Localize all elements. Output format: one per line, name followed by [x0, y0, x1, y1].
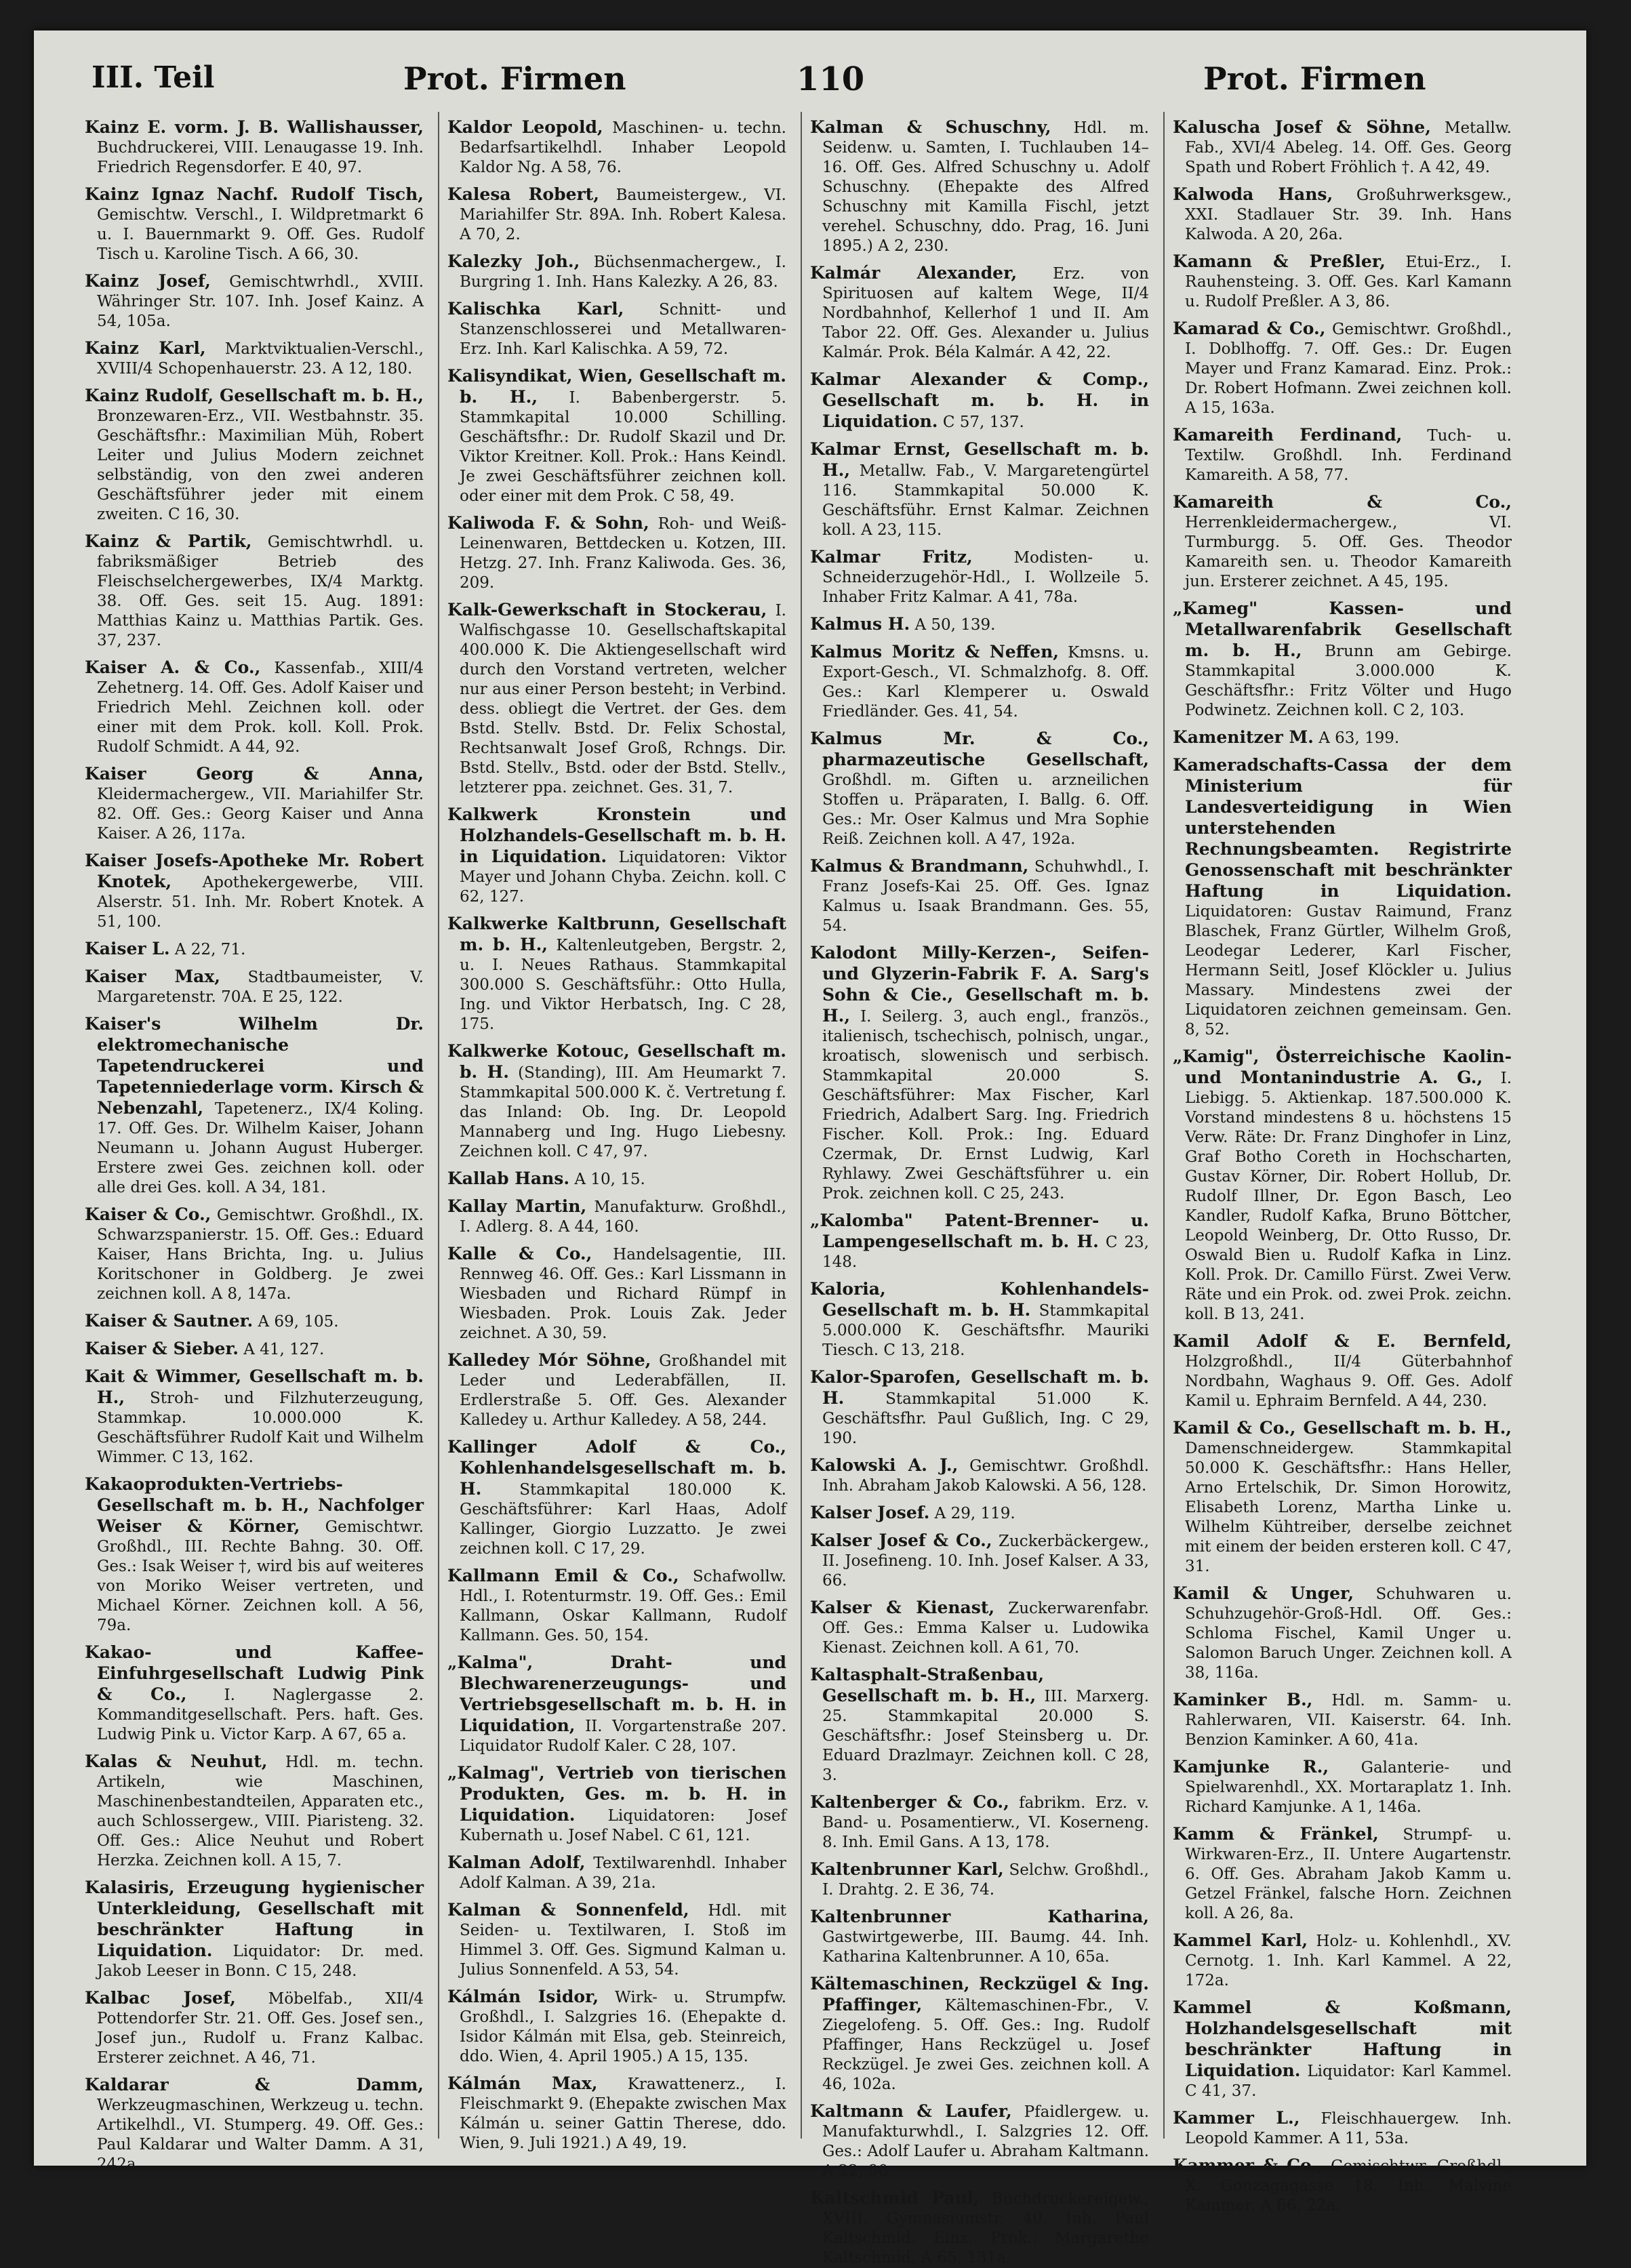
firm-entry	[447, 299, 786, 359]
firm-entry	[85, 117, 424, 178]
firm-details: Textilwarenhdl. Inhaber Adolf Kalman. A 39, 21a.	[460, 1855, 787, 1892]
firm-name: Kaldarar & Damm,	[85, 2075, 424, 2094]
firm-details: Krawattenerz., I. Fleischmarkt 9. (Ehepakte zwischen Max Kálmán u. seiner Gattin Therese, ddo. Wien, 9. Juli 1921.) A 49, 19.	[460, 2075, 786, 2152]
firm-entry	[447, 1763, 786, 1846]
firm-entry	[85, 1751, 424, 1871]
firm-name: Kalmus Moritz & Neffen,	[810, 642, 1059, 662]
firm-name: Kaiser Georg & Anna,	[85, 764, 424, 784]
firm-name: „Kamig", Österreichische Kaolin- und Montanindustrie A. G.,	[1173, 1047, 1512, 1087]
firm-details: Kaltenleutgeben, Bergstr. 2, u. I. Neues Rathaus. Stammkapital 300.000 S. Geschäftsführ.: Otto Hulla, Ing. und Viktor Herbatsch, Ing. C 28, 175.	[460, 937, 786, 1033]
firm-name: Kalischka Karl,	[447, 299, 624, 319]
firm-details: (Standing), III. Am Heumarkt 7. Stammkapital 500.000 K. č. Vertretung f. das Inland: Ob. Ing. Dr. Leopold Mannaberg und Ing. Hugo Liebesny. Zeichnen koll. C 47, 97.	[460, 1064, 786, 1160]
firm-name: Kalezky Joh.,	[447, 251, 580, 271]
firm-details: Gemischtwrhdl. u. fabriksmäßiger Betrieb des Fleischselchergewerbes, IX/4 Marktg. 38. Off. Ges. seit 15. Aug. 1891: Matthias Kainz u. Matthias Partik. Ges. 37, 237.	[97, 533, 424, 649]
firm-entry	[810, 1598, 1149, 1658]
firm-details: Buchdruckerei, VIII. Lenaugasse 19. Inh. Friedrich Regensdorfer. E 40, 97.	[97, 139, 424, 176]
firm-details: Galanterie- und Spielwarenhdl., XX. Mortaraplatz 1. Inh. Richard Kamjunke. A 1, 146a.	[1185, 1759, 1512, 1816]
firm-name: Kamarad & Co.,	[1173, 319, 1326, 338]
firm-name: Kalor-Sparofen, Gesellschaft m. b. H.	[810, 1367, 1149, 1408]
firm-name: Kaiser & Sieber.	[85, 1339, 239, 1358]
firm-name: Kameradschafts-Cassa der dem Ministerium für Landesverteidigung in Wien unterstehenden Rechnungsbeamten. Registrirte Genossenschaft mit beschränkter Haftung in Liquidation.	[1173, 755, 1512, 901]
firm-details: I. Seilerg. 3, auch engl., französ., italienisch, tschechisch, polnisch, ungar., kroatisch, slowenisch und serbisch. Stammkapital 20.000 S. Geschäftsführer: Max Fischer, Karl Friedrich, Adalbert Sarg. Ing. Friedrich Fischer. Koll. Prok.: Ing. Eduard Czermak, Dr. Ernst Ludwig, Karl Ryhlawy. Zwei Geschäftsführer u. ein Prok. zeichnen koll. C 25, 243.	[822, 1008, 1150, 1202]
firm-entry	[447, 914, 786, 1034]
firm-details: Gastwirtgewerbe, III. Baumg. 44. Inh. Katharina Kaltenbrunner. A 10, 65a.	[822, 1928, 1149, 1966]
firm-entry	[810, 547, 1149, 607]
firm-entry	[1173, 1930, 1512, 1991]
firm-details: II. Vorgartenstraße 207. Liquidator Rudolf Kaler. C 28, 107.	[460, 1718, 787, 1755]
firm-name: Kalasiris, Erzeugung hygienischer Unterkleidung, Gesellschaft mit beschränkter Haftung in Liquidation.	[85, 1878, 424, 1960]
firm-details: Gemischtwr. Großhdl., X. Gonzagagasse 18. Inh. Malvine Kammer. A 66, 22a.	[1185, 2158, 1512, 2214]
firm-name: Kalser Josef & Co.,	[810, 1531, 992, 1550]
firm-entry	[85, 1366, 424, 1467]
firm-entry	[85, 1878, 424, 1981]
firm-name: Kalas & Neuhut,	[85, 1751, 268, 1771]
firm-entry	[1173, 1331, 1512, 1411]
firm-entry	[1173, 1824, 1512, 1924]
firm-details: Zuckerwarenfabr. Off. Ges.: Emma Kalser u. Ludowika Kienast. Zeichnen koll. A 61, 70.	[822, 1600, 1149, 1657]
firm-details: Manufakturw. Großhdl., I. Adlerg. 8. A 44, 160.	[460, 1198, 786, 1236]
firm-details: A 10, 15.	[574, 1171, 645, 1188]
firm-entry	[810, 943, 1149, 1204]
firm-entry	[1173, 2108, 1512, 2149]
firm-details: I. Liebigg. 5. Aktienkap. 187.500.000 K. Vorstand mindestens 8 u. höchstens 15 Verw. Räte: Dr. Franz Dinghofer in Linz, Graf Botho Coreth in Hochscharten, Gustav Körner, Dir. Robert Hollub, Dr. Rudolf Illner, Dr. Egon Basch, Leo Kandler, Rudolf Kafka, Bruno Böttcher, Leopold Weinberg, Dr. Otto Russo, Dr. Oswald Bien u. Rudolf Kafka in Linz. Koll. Prok. Dr. Camillo Fürst. Zwei Verw. Räte und ein Prok. od. zwei Prok. zeichn. koll. B 13, 241.	[1185, 1070, 1512, 1323]
firm-name: Kait & Wimmer, Gesellschaft m. b. H.,	[85, 1366, 424, 1407]
firm-details: Stammkapital 5.000.000 K. Geschäftsfhr. Mauriki Tiesch. C 13, 218.	[822, 1302, 1150, 1359]
firm-details: Holz- u. Kohlenhdl., XV. Cernotg. 1. Inh. Karl Kammel. A 22, 172a.	[1185, 1932, 1512, 1989]
firm-entry	[447, 184, 786, 245]
firm-name: Kaiser Max,	[85, 967, 220, 986]
firm-entry	[810, 263, 1149, 363]
firm-name: „Kalmag", Vertrieb von tierischen Produkten, Ges. m. b. H. in Liquidation.	[447, 1763, 786, 1825]
page-header	[92, 60, 1532, 108]
firm-details: Maschinen- u. techn. Bedarfsartikelhdl. Inhaber Leopold Kaldor Ng. A 58, 76.	[460, 119, 786, 176]
firm-details: Roh- und Weiß-Leinenwaren, Bettdecken u. Kotzen, III. Hetzg. 27. Inh. Franz Kaliwoda. Ges. 36, 209.	[460, 515, 787, 592]
firm-details: Erz. von Spirituosen auf kaltem Wege, II/4 Nordbahnhof, Kellerhof 1 und II. Am Tabor 22. Off. Ges. Alexander u. Julius Kalmár. Prok. Béla Kalmár. A 42, 22.	[822, 265, 1149, 361]
firm-name: Kalkwerke Kotouc, Gesellschaft m. b. H.	[447, 1041, 786, 1082]
firm-name: Kainz Rudolf, Gesellschaft m. b. H.,	[85, 386, 424, 405]
firm-name: Kainz Karl,	[85, 338, 206, 358]
firm-entry	[1173, 1583, 1512, 1683]
firm-name: Kalser Josef.	[810, 1503, 930, 1522]
firm-details: Kleidermachergew., VII. Mariahilfer Str. 82. Off. Ges.: Georg Kaiser und Anna Kaiser. A 26, 117a.	[97, 786, 424, 843]
firm-details: A 63, 199.	[1318, 729, 1400, 747]
firm-details: Hdl. mit Seiden- u. Textilwaren, I. Stoß im Himmel 3. Off. Ges. Sigmund Kalman u. Julius Sonnenfeld. A 53, 54.	[460, 1902, 786, 1979]
firm-name: Kaiser L.	[85, 939, 170, 958]
firm-details: Damenschneidergew. Stammkapital 50.000 K. Geschäftsfhr.: Hans Heller, Arno Ertelschik, Dr. Simon Horowitz, Elisabeth Lorenz, Martha Linke u. Wilhelm Kühtreiber, derselbe zeichnet mit einem der beiden ersteren koll. C 47, 31.	[1185, 1440, 1512, 1575]
firm-entry	[447, 513, 786, 593]
firm-name: Kammer & Co.,	[1173, 2155, 1323, 2175]
firm-entry	[85, 271, 424, 331]
firm-entry	[447, 805, 786, 907]
firm-name: „Kameg" Kassen- und Metallwarenfabrik Gesellschaft m. b. H.,	[1173, 599, 1512, 660]
firm-details: Metallw. Fab., V. Margaretengürtel 116. Stammkapital 50.000 K. Geschäftsführ. Ernst Kalmar. Zeichnen koll. A 23, 115.	[822, 462, 1149, 539]
firm-name: Kamil & Co., Gesellschaft m. b. H.,	[1173, 1418, 1512, 1438]
firm-name: Kaltenberger & Co.,	[810, 1792, 1009, 1812]
firm-entry	[810, 1279, 1149, 1360]
firm-name: Kalkwerke Kaltbrunn, Gesellschaft m. b. H.,	[447, 914, 786, 954]
firm-entry	[810, 1907, 1149, 1967]
firm-details: Gemischtwr. Großhdl., III. Rechte Bahng. 30. Off. Ges.: Isak Weiser †, wird bis auf weiteres von Moriko Weiser vertreten, und Michael Körner. Zeichnen koll. A 56, 79a.	[97, 1518, 424, 1634]
firm-details: Pfaidlergew. u. Manufakturwhdl., I. Salzgries 12. Off. Ges.: Adolf Laufer u. Abraham Kaltmann. A 22, 90.	[822, 2103, 1150, 2180]
firm-name: Kálmán Isidor,	[447, 1987, 599, 2006]
firm-details: C 23, 148.	[822, 1234, 1149, 1271]
firm-entry	[1173, 599, 1512, 721]
firm-entry	[85, 764, 424, 844]
firm-name: „Kalma", Draht- und Blechwarenerzeugungs- und Vertriebsgesellschaft m. b. H. in Liquidation,	[447, 1653, 786, 1735]
directory-column-2	[447, 117, 787, 2152]
firm-entry	[85, 657, 424, 757]
firm-name: Kaltasphalt-Straßenbau, Gesellschaft m. b. H.,	[810, 1665, 1045, 1705]
firm-entry	[1173, 117, 1512, 178]
firm-name: Kamenitzer M.	[1173, 727, 1314, 747]
firm-name: Kallinger Adolf & Co., Kohlenhandelsgesellschaft m. b. H.	[447, 1437, 786, 1499]
firm-entry	[85, 1988, 424, 2068]
firm-details: Hdl. m. Samm- u. Rahlerwaren, VII. Kaiserstr. 64. Inh. Benzion Kaminker. A 60, 41a.	[1185, 1692, 1512, 1749]
firm-name: Kammel Karl,	[1173, 1930, 1308, 1950]
firm-details: C 57, 137.	[942, 413, 1024, 431]
firm-entry	[1173, 1757, 1512, 1817]
firm-entry	[810, 439, 1149, 540]
firm-entry	[447, 1653, 786, 1756]
firm-entry	[810, 1367, 1149, 1449]
firm-details: Schafwollw. Hdl., I. Rotenturmstr. 19. Off. Ges.: Emil Kallmann, Oskar Kallmann, Rudolf Kallmann. Ges. 50, 154.	[460, 1568, 787, 1644]
firm-name: Kalman & Schuschny,	[810, 117, 1051, 137]
firm-entry	[810, 2188, 1149, 2268]
firm-name: Kalisyndikat, Wien, Gesellschaft m. b. H.,	[447, 366, 786, 407]
firm-details: Möbelfab., XII/4 Pottendorfer Str. 21. Off. Ges. Josef sen., Josef jun., Rudolf u. Franz Kalbac. Ersterer zeichnet. A 46, 71.	[97, 1990, 424, 2067]
firm-entry	[447, 1196, 786, 1237]
firm-details: Buchdruckereigew., XVIII. Gymnasiumstr. 40. Inh. Paul Kaltschmid. Einz. Prok.: Margarethe Kaltschmid. A 65, 131a.	[822, 2190, 1149, 2267]
firm-name: Kalk-Gewerkschaft in Stockerau,	[447, 600, 767, 620]
firm-details: Marktviktualien-Verschl., XVIII/4 Schopenhauerstr. 23. A 12, 180.	[97, 340, 424, 378]
firm-name: Kalledey Mór Söhne,	[447, 1350, 651, 1370]
firm-entry	[85, 1339, 424, 1360]
firm-entry	[1173, 1690, 1512, 1750]
firm-details: Schuhwhdl., I. Franz Josefs-Kai 25. Off. Ges. Ignaz Kalmus u. Isaak Brandmann. Ges. 55, 54.	[822, 858, 1149, 935]
firm-details: Hdl. m. techn. Artikeln, wie Maschinen, Maschinenbestandteilen, Apparaten etc., auch Schlossergew., VIII. Piaristeng. 32. Off. Ges.: Alice Neuhut und Robert Herzka. Zeichnen koll. A 15, 7.	[97, 1754, 424, 1869]
firm-name: Kallmann Emil & Co.,	[447, 1566, 679, 1585]
firm-name: Kainz E. vorm. J. B. Wallishausser,	[85, 117, 424, 137]
firm-details: Liquidator: Karl Kammel. C 41, 37.	[1185, 2063, 1512, 2100]
document-page	[34, 31, 1586, 2267]
firm-entry	[85, 1204, 424, 1304]
firm-name: Kalmar Alexander & Comp., Gesellschaft m. b. H. in Liquidation.	[810, 369, 1149, 431]
firm-name: Kaiser Josefs-Apotheke Mr. Robert Knotek,	[85, 851, 424, 891]
firm-name: Kaltenbrunner Katharina,	[810, 1907, 1149, 1926]
firm-details: Tuch- u. Textilw. Großhdl. Inh. Ferdinand Kamareith. A 58, 77.	[1185, 427, 1512, 484]
firm-name: Kamm & Fränkel,	[1173, 1824, 1379, 1844]
firm-name: Kamil & Unger,	[1173, 1583, 1354, 1603]
firm-name: Kaltschmid Paul,	[810, 2188, 980, 2208]
firm-name: Kallab Hans.	[447, 1169, 570, 1188]
firm-name: Kaluscha Josef & Söhne,	[1173, 117, 1431, 137]
firm-entry	[810, 1503, 1149, 1524]
firm-name: Kaliwoda F. & Sohn,	[447, 513, 649, 533]
firm-entry	[85, 531, 424, 651]
firm-details: Wirk- u. Strumpfw. Großhdl., I. Salzgries 16. (Ehepakte d. Isidor Kálmán mit Elsa, geb. Steinreich, ddo. Wien, 4. April 1905.) A 15, 135.	[460, 1989, 786, 2065]
firm-details: Liquidatoren: Josef Kubernath u. Josef Nabel. C 61, 121.	[460, 1807, 786, 1844]
firm-details: Etui-Erz., I. Rauhensteing. 3. Off. Ges. Karl Kamann u. Rudolf Preßler. A 3, 86.	[1185, 254, 1512, 310]
firm-entry	[447, 366, 786, 506]
firm-name: Kammer L.,	[1173, 2108, 1300, 2128]
firm-details: Liquidatoren: Gustav Raimund, Franz Blaschek, Franz Gürtler, Wilhelm Groß, Leodegar Lederer, Karl Fischer, Hermann Seitl, Josef Klöckler u. Julius Massary. Mindestens zwei der Liquidatoren zeichnen gemeinsam. Gen. 8, 52.	[1185, 903, 1512, 1038]
firm-entry	[447, 1852, 786, 1893]
firm-name: Kalser & Kienast,	[810, 1598, 995, 1617]
firm-entry	[810, 1859, 1149, 1900]
firm-name: Kamjunke R.,	[1173, 1757, 1329, 1777]
firm-details: Gemischtwr. Großhdl., IX. Schwarzspanierstr. 15. Off. Ges.: Eduard Kaiser, Hans Brichta, Ing. u. Julius Koritschoner in Goldberg. Je zwei zeichnen koll. A 8, 147a.	[97, 1207, 424, 1303]
firm-name: Kalodont Milly-Kerzen-, Seifen- und Glyzerin-Fabrik F. A. Sarg's Sohn & Cie., Gesellschaft m. b. H.,	[810, 943, 1149, 1026]
firm-entry	[85, 1642, 424, 1745]
firm-details: fabrikm. Erz. v. Band- u. Posamentierw., VI. Koserneng. 8. Inh. Emil Gans. A 13, 178.	[822, 1794, 1149, 1851]
firm-details: Brunn am Gebirge. Stammkapital 3.000.000 K. Geschäftsfhr.: Fritz Völter und Hugo Podwinetz. Zeichnen koll. C 2, 103.	[1185, 643, 1512, 719]
firm-entry	[810, 1974, 1149, 2094]
firm-name: Kakaoprodukten-Vertriebs-Gesellschaft m. b. H., Nachfolger Weiser & Körner,	[85, 1474, 424, 1536]
firm-entry	[85, 1474, 424, 1636]
firm-entry	[1173, 755, 1512, 1040]
firm-name: Kaiser's Wilhelm Dr. elektromechanische Tapetendruckerei und Tapetenniederlage vorm. Kirsch & Nebenzahl,	[85, 1014, 424, 1118]
firm-details: Selchw. Großhdl., I. Drahtg. 2. E 36, 74.	[822, 1861, 1149, 1899]
firm-name: „Kalomba" Patent-Brenner- u. Lampengesellschaft m. b. H.	[810, 1211, 1149, 1251]
firm-details: Gemischtwr. Großhdl., I. Doblhoffg. 7. Off. Ges.: Dr. Eugen Mayer und Franz Kamarad. Einz. Prok.: Dr. Robert Hofmann. Zwei zeichnen koll. A 15, 163a.	[1185, 321, 1512, 417]
firm-details: A 41, 127.	[243, 1341, 325, 1358]
firm-entry	[447, 1041, 786, 1162]
firm-details: Kassenfab., XIII/4 Zehetnerg. 14. Off. Ges. Adolf Kaiser und Friedrich Mehl. Zeichnen koll. oder einer mit dem Prok. koll. Koll. Prok. Rudolf Schmidt. A 44, 92.	[97, 660, 424, 756]
firm-details: Gemischtwrhdl., XVIII. Währinger Str. 107. Inh. Josef Kainz. A 54, 105a.	[97, 273, 424, 330]
firm-entry	[447, 1987, 786, 2067]
firm-name: Kálmán Max,	[447, 2073, 598, 2093]
firm-details: Tapetenerz., IX/4 Koling. 17. Off. Ges. Dr. Wilhelm Kaiser, Johann Neumann u. Johann August Huberger. Erstere zwei Ges. zeichnen koll. oder alle drei Ges. koll. A 34, 181.	[97, 1100, 424, 1196]
firm-entry	[1173, 492, 1512, 592]
firm-details: I. Naglergasse 2. Kommanditgesellschaft. Pers. haft. Ges. Ludwig Pink u. Victor Karp. A 67, 65 a.	[97, 1686, 424, 1743]
firm-name: Kalman & Sonnenfeld,	[447, 1900, 689, 1920]
firm-entry	[447, 2073, 786, 2153]
firm-details: Kältemaschinen-Fbr., V. Ziegelofeng. 5. Off. Ges.: Ing. Rudolf Pfaffinger, Hans Reckzügel u. Josef Reckzügel. Je zwei Ges. zeichnen koll. A 46, 102a.	[822, 1997, 1149, 2093]
firm-details: Stroh- und Filzhuterzeugung, Stammkap. 10.000.000 K. Geschäftsführer Rudolf Kait und Wilhelm Wimmer. C 13, 162.	[97, 1390, 424, 1466]
firm-details: Baumeistergew., VI. Mariahilfer Str. 89A. Inh. Robert Kalesa. A 70, 2.	[460, 186, 786, 243]
running-title-right: Prot. Firmen	[1203, 60, 1426, 97]
firm-name: Kältemaschinen, Reckzügel & Ing. Pfaffinger,	[810, 1974, 1149, 2014]
firm-name: Kalle & Co.,	[447, 1244, 592, 1263]
firm-details: Großuhrwerksgew., XXI. Stadlauer Str. 39. Inh. Hans Kalwoda. A 20, 26a.	[1185, 186, 1512, 243]
firm-entry	[810, 614, 1149, 635]
firm-entry	[447, 1437, 786, 1559]
firm-entry	[447, 251, 786, 292]
directory-column-4	[1173, 117, 1512, 2214]
firm-entry	[447, 1900, 786, 1980]
firm-details: Zuckerbäckergew., II. Josefineng. 10. Inh. Josef Kalser. A 33, 66.	[822, 1533, 1150, 1589]
firm-entry	[1173, 727, 1512, 748]
firm-name: Kalmus H.	[810, 614, 910, 634]
firm-details: I. Walfischgasse 10. Gesellschaftskapital 400.000 K. Die Aktiengesellschaft wird durch den Vorstand vertreten, welcher nur aus einer Person besteht; in Verbind. dess. obliegt die Vertret. der Ges. dem Bstd. Stellv. Bstd. Dr. Felix Schostal, Rechtsanwalt Josef Groß, Rchngs. Dir. Bstd. Stellv., Bstd. oder der Bstd. Stellv., letzterer ppa. zeichnet. Ges. 31, 7.	[460, 602, 786, 796]
firm-name: Kalmus Mr. & Co., pharmazeutische Gesellschaft,	[810, 729, 1149, 769]
firm-name: Kaiser & Sautner.	[85, 1311, 254, 1331]
firm-details: Modisten- u. Schneiderzugehör-Hdl., I. Wollzeile 5. Inhaber Fritz Kalmar. A 41, 78a.	[822, 549, 1150, 606]
firm-details: A 50, 139.	[914, 616, 996, 634]
firm-entry	[85, 1311, 424, 1332]
firm-name: Kamareith & Co.,	[1173, 492, 1512, 512]
firm-name: Kallay Martin,	[447, 1196, 587, 1216]
firm-name: Kalman Adolf,	[447, 1852, 586, 1872]
firm-name: Kalwoda Hans,	[1173, 184, 1333, 204]
firm-details: Büchsenmachergew., I. Burgring 1. Inh. Hans Kalezky. A 26, 83.	[460, 254, 786, 291]
firm-entry	[810, 1531, 1149, 1591]
firm-details: Bronzewaren-Erz., VII. Westbahnstr. 35. Geschäftsfhr.: Maximilian Müh, Robert Leiter und Julius Modern zeichnet selbständig, von den zwei anderen Geschäftsführer jeder mit einem zweiten. C 16, 30.	[97, 407, 424, 523]
page-number: 110	[797, 60, 865, 98]
firm-name: Kaltenbrunner Karl,	[810, 1859, 1004, 1879]
firm-entry	[447, 1566, 786, 1646]
firm-details: Holzgroßhdl., II/4 Güterbahnhof Nordbahn, Waghaus 9. Off. Ges. Adolf Kamil u. Ephraim Bernfeld. A 44, 230.	[1185, 1353, 1512, 1410]
firm-entry	[810, 642, 1149, 722]
firm-name: Kaiser A. & Co.,	[85, 657, 261, 677]
firm-entry	[810, 1211, 1149, 1272]
firm-details: Schnitt- und Stanzenschlosserei und Metallwaren-Erz. Inh. Karl Kalischka. A 59, 72.	[460, 301, 786, 358]
firm-entry	[85, 184, 424, 264]
firm-entry	[810, 117, 1149, 256]
firm-entry	[810, 1792, 1149, 1852]
firm-details: Metallw. Fab., XVI/4 Abeleg. 14. Off. Ges. Georg Spath und Robert Fröhlich †. A 42, 49.	[1185, 119, 1512, 176]
firm-details: Großhdl. m. Giften u. arzneilichen Stoffen u. Präparaten, I. Ballg. 6. Off. Ges.: Mr. Oser Kalmus und Mra Sophie Reiß. Zeichnen koll. A 47, 192a.	[822, 771, 1149, 848]
firm-entry	[810, 729, 1149, 849]
firm-entry	[447, 117, 786, 178]
firm-name: Kamil Adolf & E. Bernfeld,	[1173, 1331, 1512, 1351]
firm-details: Herrenkleidermachergew., VI. Turmburgg. 5. Off. Ges. Theodor Kamareith sen. u. Theodor Kamareith jun. Ersterer zeichnet. A 45, 195.	[1185, 514, 1512, 590]
firm-name: Kalmar Fritz,	[810, 547, 973, 567]
firm-entry	[447, 1350, 786, 1430]
firm-details: Liquidator: Dr. med. Jakob Leeser in Bonn. C 15, 248.	[97, 1943, 424, 1980]
directory-column-1	[85, 117, 424, 2173]
firm-entry	[447, 1169, 786, 1190]
firm-details: Strumpf- u. Wirkwaren-Erz., II. Untere Augartenstr. 6. Off. Ges. Abraham Jakob Kamm u. Getzel Fränkel, falsche Horn. Zeichnen koll. A 26, 8a.	[1185, 1826, 1512, 1922]
firm-entry	[85, 851, 424, 932]
firm-entry	[85, 967, 424, 1007]
firm-entry	[1173, 251, 1512, 312]
firm-name: Kaiser & Co.,	[85, 1204, 212, 1224]
firm-entry	[810, 856, 1149, 936]
section-label: III. Teil	[92, 60, 215, 95]
firm-name: Kaminker B.,	[1173, 1690, 1313, 1709]
firm-entry	[810, 2101, 1149, 2181]
column-divider	[1163, 112, 1165, 2139]
firm-entry	[1173, 1047, 1512, 1324]
firm-details: Stammkapital 180.000 K. Geschäftsführer: Karl Haas, Adolf Kallinger, Giorgio Luzzatto. Je zwei zeichnen koll. C 17, 29.	[460, 1481, 786, 1558]
firm-name: Kalkwerk Kronstein und Holzhandels-Gesellschaft m. b. H. in Liquidation.	[447, 805, 786, 866]
firm-details: Hdl. m. Seidenw. u. Samten, I. Tuchlauben 14–16. Off. Ges. Alfred Schuschny u. Adolf Schuschny. (Ehepakte des Alfred Schuschny mit Kamilla Fischl, jetzt verehel. Schuschny, ddo. Prag, 16. Juni 1895.) A 2, 230.	[822, 119, 1149, 255]
firm-entry	[1173, 319, 1512, 418]
firm-name: Kammel & Koßmann, Holzhandelsgesellschaft mit beschränkter Haftung in Liquidation.	[1173, 1998, 1512, 2080]
firm-name: Kalbac Josef,	[85, 1988, 236, 2008]
firm-name: Kainz Josef,	[85, 271, 211, 291]
firm-name: Kainz Ignaz Nachf. Rudolf Tisch,	[85, 184, 424, 204]
firm-details: III. Marxerg. 25. Stammkapital 20.000 S. Geschäftsfhr.: Josef Steinsberg u. Dr. Eduard Drazlmayr. Zeichnen koll. C 28, 3.	[822, 1688, 1150, 1784]
firm-details: Stammkapital 51.000 K. Geschäftsfhr. Paul Gußlich, Ing. C 29, 190.	[822, 1390, 1149, 1447]
firm-details: Stadtbaumeister, V. Margaretenstr. 70A. E 25, 122.	[97, 969, 424, 1006]
firm-details: Gemischtw. Verschl., I. Wildpretmarkt 6 u. I. Bauernmarkt 9. Off. Ges. Rudolf Tisch u. Karoline Tisch. A 66, 30.	[97, 206, 424, 263]
firm-entry	[1173, 184, 1512, 245]
firm-details: Großhandel mit Leder und Lederabfällen, II. Erdlerstraße 5. Off. Ges. Alexander Kalledey u. Arthur Kalledey. A 58, 244.	[460, 1352, 786, 1429]
firm-name: Kalmus & Brandmann,	[810, 856, 1029, 876]
firm-details: I. Babenbergerstr. 5. Stammkapital 10.000 Schilling. Geschäftsfhr.: Dr. Rudolf Skazil und Dr. Viktor Kreitner. Koll. Prok.: Hans Keindl. Je zwei Geschäftsführer zeichnen koll. oder einer mit dem Prok. C 58, 49.	[460, 389, 786, 505]
firm-entry	[447, 1244, 786, 1343]
firm-details: A 29, 119.	[934, 1505, 1015, 1522]
firm-details: Apothekergewerbe, VIII. Alserstr. 51. Inh. Mr. Robert Knotek. A 51, 100.	[97, 874, 424, 931]
firm-entry	[810, 369, 1149, 432]
firm-details: Fleischhauergew. Inh. Leopold Kammer. A 11, 53a.	[1185, 2110, 1512, 2147]
firm-entry	[85, 2075, 424, 2174]
firm-entry	[85, 939, 424, 960]
firm-name: Kaltmann & Laufer,	[810, 2101, 1012, 2121]
firm-entry	[1173, 1418, 1512, 1577]
firm-name: Kamann & Preßler,	[1173, 251, 1386, 271]
firm-entry	[85, 1014, 424, 1198]
firm-details: Handelsagentie, III. Rennweg 46. Off. Ges.: Karl Lissmann in Wiesbaden und Richard Rümpf in Wiesbaden. Prok. Louis Zak. Jeder zeichnet. A 30, 59.	[460, 1246, 786, 1342]
firm-name: Kalmar Ernst, Gesellschaft m. b. H.,	[810, 439, 1149, 480]
running-title-left: Prot. Firmen	[403, 60, 626, 97]
firm-details: Schuhwaren u. Schuhzugehör-Groß-Hdl. Off. Ges.: Schloma Fischel, Kamil Unger u. Salomon Baruch Unger. Zeichnen koll. A 38, 116a.	[1185, 1585, 1512, 1682]
firm-name: Kaldor Leopold,	[447, 117, 603, 137]
firm-name: Kaloria, Kohlenhandels-Gesellschaft m. b. H.	[810, 1279, 1149, 1320]
firm-name: Kalowski A. J.,	[810, 1455, 959, 1475]
firm-entry	[447, 600, 786, 798]
firm-details: Liquidatoren: Viktor Mayer und Johann Chyba. Zeichn. koll. C 62, 127.	[460, 849, 787, 906]
firm-entry	[810, 1455, 1149, 1496]
firm-details: A 69, 105.	[258, 1313, 339, 1331]
directory-column-3	[810, 117, 1150, 2267]
firm-entry	[85, 386, 424, 525]
firm-details: A 22, 71.	[174, 941, 246, 958]
firm-entry	[1173, 425, 1512, 485]
column-divider	[438, 112, 439, 2139]
firm-entry	[1173, 1998, 1512, 2101]
firm-entry	[810, 1665, 1149, 1785]
firm-entry	[1173, 2155, 1512, 2216]
firm-name: Kalesa Robert,	[447, 184, 599, 204]
column-divider	[801, 112, 802, 2139]
firm-entry	[85, 338, 424, 379]
firm-details: Kmsns. u. Export-Gesch., VI. Schmalzhofg. 8. Off. Ges.: Karl Klemperer u. Oswald Friedländer. Ges. 41, 54.	[822, 644, 1149, 721]
firm-name: Kainz & Partik,	[85, 531, 252, 551]
firm-name: Kamareith Ferdinand,	[1173, 425, 1403, 445]
firm-name: Kalmár Alexander,	[810, 263, 1018, 283]
firm-details: Gemischtwr. Großhdl. Inh. Abraham Jakob Kalowski. A 56, 128.	[822, 1457, 1150, 1495]
firm-details: Werkzeugmaschinen, Werkzeug u. techn. Artikelhdl., VI. Stumperg. 49. Off. Ges.: Paul Kaldarar und Walter Damm. A 31, 242a.	[97, 2097, 424, 2173]
firm-name: Kakao- und Kaffee-Einfuhrgesellschaft Ludwig Pink & Co.,	[85, 1642, 424, 1704]
